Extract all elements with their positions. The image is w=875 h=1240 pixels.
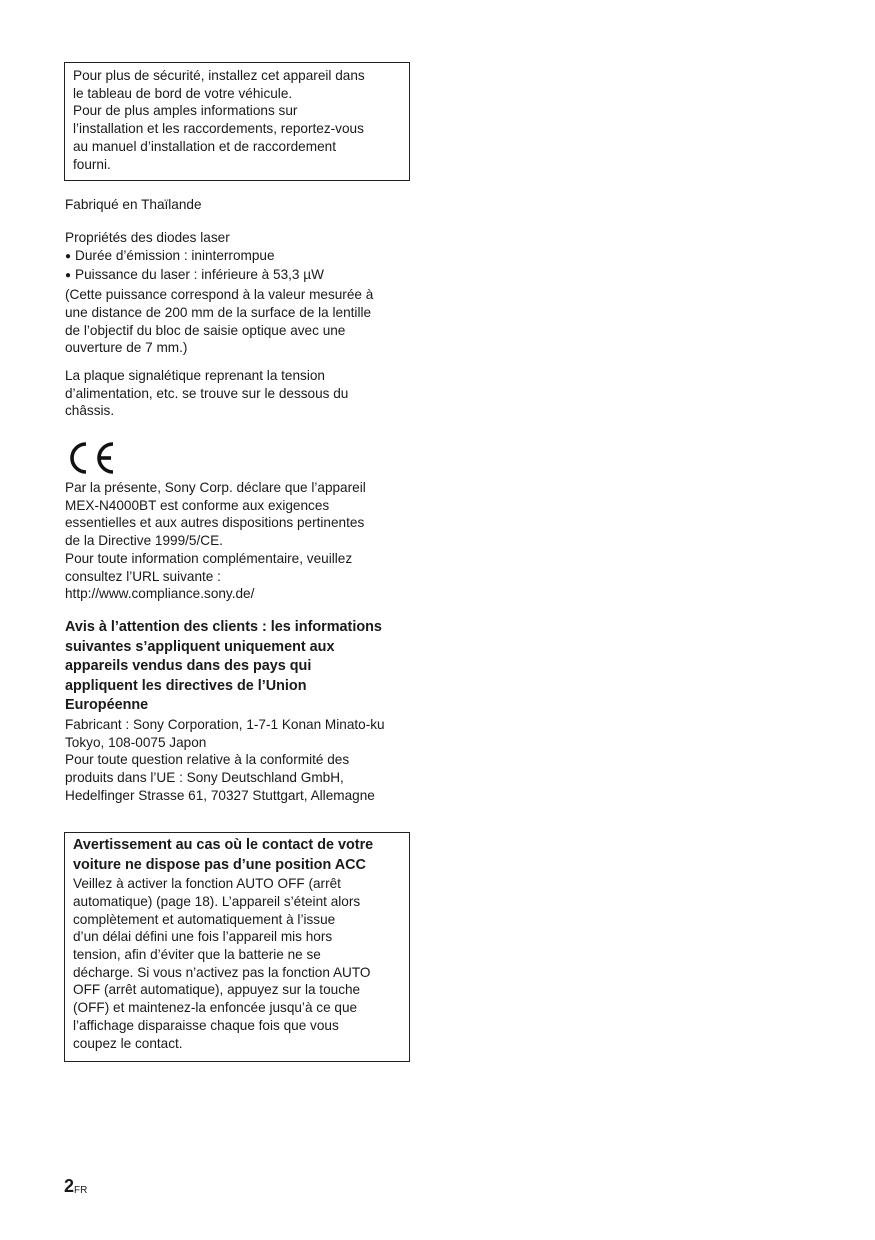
eu-notice-heading: appareils vendus dans des pays qui xyxy=(65,658,312,675)
safety-line: au manuel d’installation et de raccordement xyxy=(73,138,336,154)
declaration-line: MEX-N4000BT est conforme aux exigences xyxy=(65,497,330,513)
safety-notice-box xyxy=(64,62,410,181)
eu-notice xyxy=(65,618,411,804)
eu-notice-heading: Européenne xyxy=(65,697,149,714)
eu-notice-body: produits dans l’UE : Sony Deutschland GmbH, xyxy=(65,770,344,786)
warning-body: automatique) (page 18). L’appareil s’éteint alors xyxy=(73,893,361,909)
eu-notice-heading: Avis à l’attention des clients : les informations xyxy=(65,619,382,635)
laser-bullet: ● Durée d’émission : ininterrompue xyxy=(65,247,411,267)
warning-heading: voiture ne dispose pas d’une position ACC xyxy=(73,856,366,873)
eu-notice-body: Pour toute question relative à la conformité des xyxy=(65,752,350,768)
warning-body: d’un délai défini une fois l’appareil mis hors xyxy=(73,929,333,945)
acc-warning-box xyxy=(64,832,410,1062)
safety-line: Pour plus de sécurité, installez cet appareil dans xyxy=(73,68,365,83)
safety-line: l’installation et les raccordements, reportez-vous xyxy=(73,121,364,137)
declaration-line: essentielles et aux autres dispositions pertinentes xyxy=(65,515,365,531)
nameplate-line: d’alimentation, etc. se trouve sur le dessous du xyxy=(65,385,349,401)
declaration-line: consultez l’URL suivante : xyxy=(65,568,221,584)
eu-notice-body: Tokyo, 108-0075 Japon xyxy=(65,734,207,750)
laser-note-line: de l’objectif du bloc de saisie optique avec une xyxy=(65,322,346,338)
eu-notice-heading: appliquent les directives de l’Union xyxy=(65,677,307,694)
safety-line: Pour de plus amples informations sur xyxy=(73,103,298,119)
laser-bullet: ● Puissance du laser : inférieure à 53,3 µW xyxy=(65,266,411,286)
page-language-code: FR xyxy=(74,1185,88,1196)
warning-body: coupez le contact. xyxy=(73,1035,183,1051)
warning-body: Veillez à activer la fonction AUTO OFF (arrêt xyxy=(73,876,341,892)
warning-body: décharge. Si vous n’activez pas la fonction AUTO xyxy=(73,964,371,980)
laser-properties xyxy=(65,229,411,357)
declaration-line: Pour toute information complémentaire, veuillez xyxy=(65,550,353,566)
warning-body: (OFF) et maintenez-la enfoncée jusqu’à ce que xyxy=(73,1000,358,1016)
made-in-text: Fabriqué en Thaïlande xyxy=(65,197,202,212)
warning-body: complètement et automatiquement à l’issue xyxy=(73,911,336,927)
safety-line: fourni. xyxy=(73,156,111,172)
ce-mark-icon xyxy=(67,441,117,480)
nameplate-line: châssis. xyxy=(65,403,115,419)
conformity-declaration xyxy=(65,479,411,603)
warning-body: l’affichage disparaisse chaque fois que vous xyxy=(73,1017,339,1033)
page-number-value: 2 xyxy=(64,1176,75,1196)
nameplate-line: La plaque signalétique reprenant la tension xyxy=(65,368,325,383)
laser-note-line: ouverture de 7 mm.) xyxy=(65,340,188,356)
eu-notice-heading: suivantes s’appliquent uniquement aux xyxy=(65,638,335,655)
eu-notice-body: Fabricant : Sony Corporation, 1-7-1 Konan Minato-ku xyxy=(65,716,385,732)
safety-line: le tableau de bord de votre véhicule. xyxy=(73,85,293,101)
warning-heading: Avertissement au cas où le contact de votre xyxy=(73,837,374,853)
laser-title: Propriétés des diodes laser xyxy=(65,230,230,245)
compliance-url: http://www.compliance.sony.de/ xyxy=(65,586,255,602)
warning-body: tension, afin d’éviter que la batterie ne se xyxy=(73,947,321,962)
laser-note-line: une distance de 200 mm de la surface de la lentille xyxy=(65,304,372,320)
nameplate-notice xyxy=(65,367,411,420)
laser-note-line: (Cette puissance correspond à la valeur mesurée à xyxy=(65,287,374,303)
eu-notice-body: Hedelfinger Strasse 61, 70327 Stuttgart, Allemagne xyxy=(65,787,375,803)
declaration-line: Par la présente, Sony Corp. déclare que l’appareil xyxy=(65,480,366,495)
page-number xyxy=(64,1176,87,1197)
warning-body: OFF (arrêt automatique), appuyez sur la touche xyxy=(73,982,361,998)
declaration-line: de la Directive 1999/5/CE. xyxy=(65,533,223,549)
